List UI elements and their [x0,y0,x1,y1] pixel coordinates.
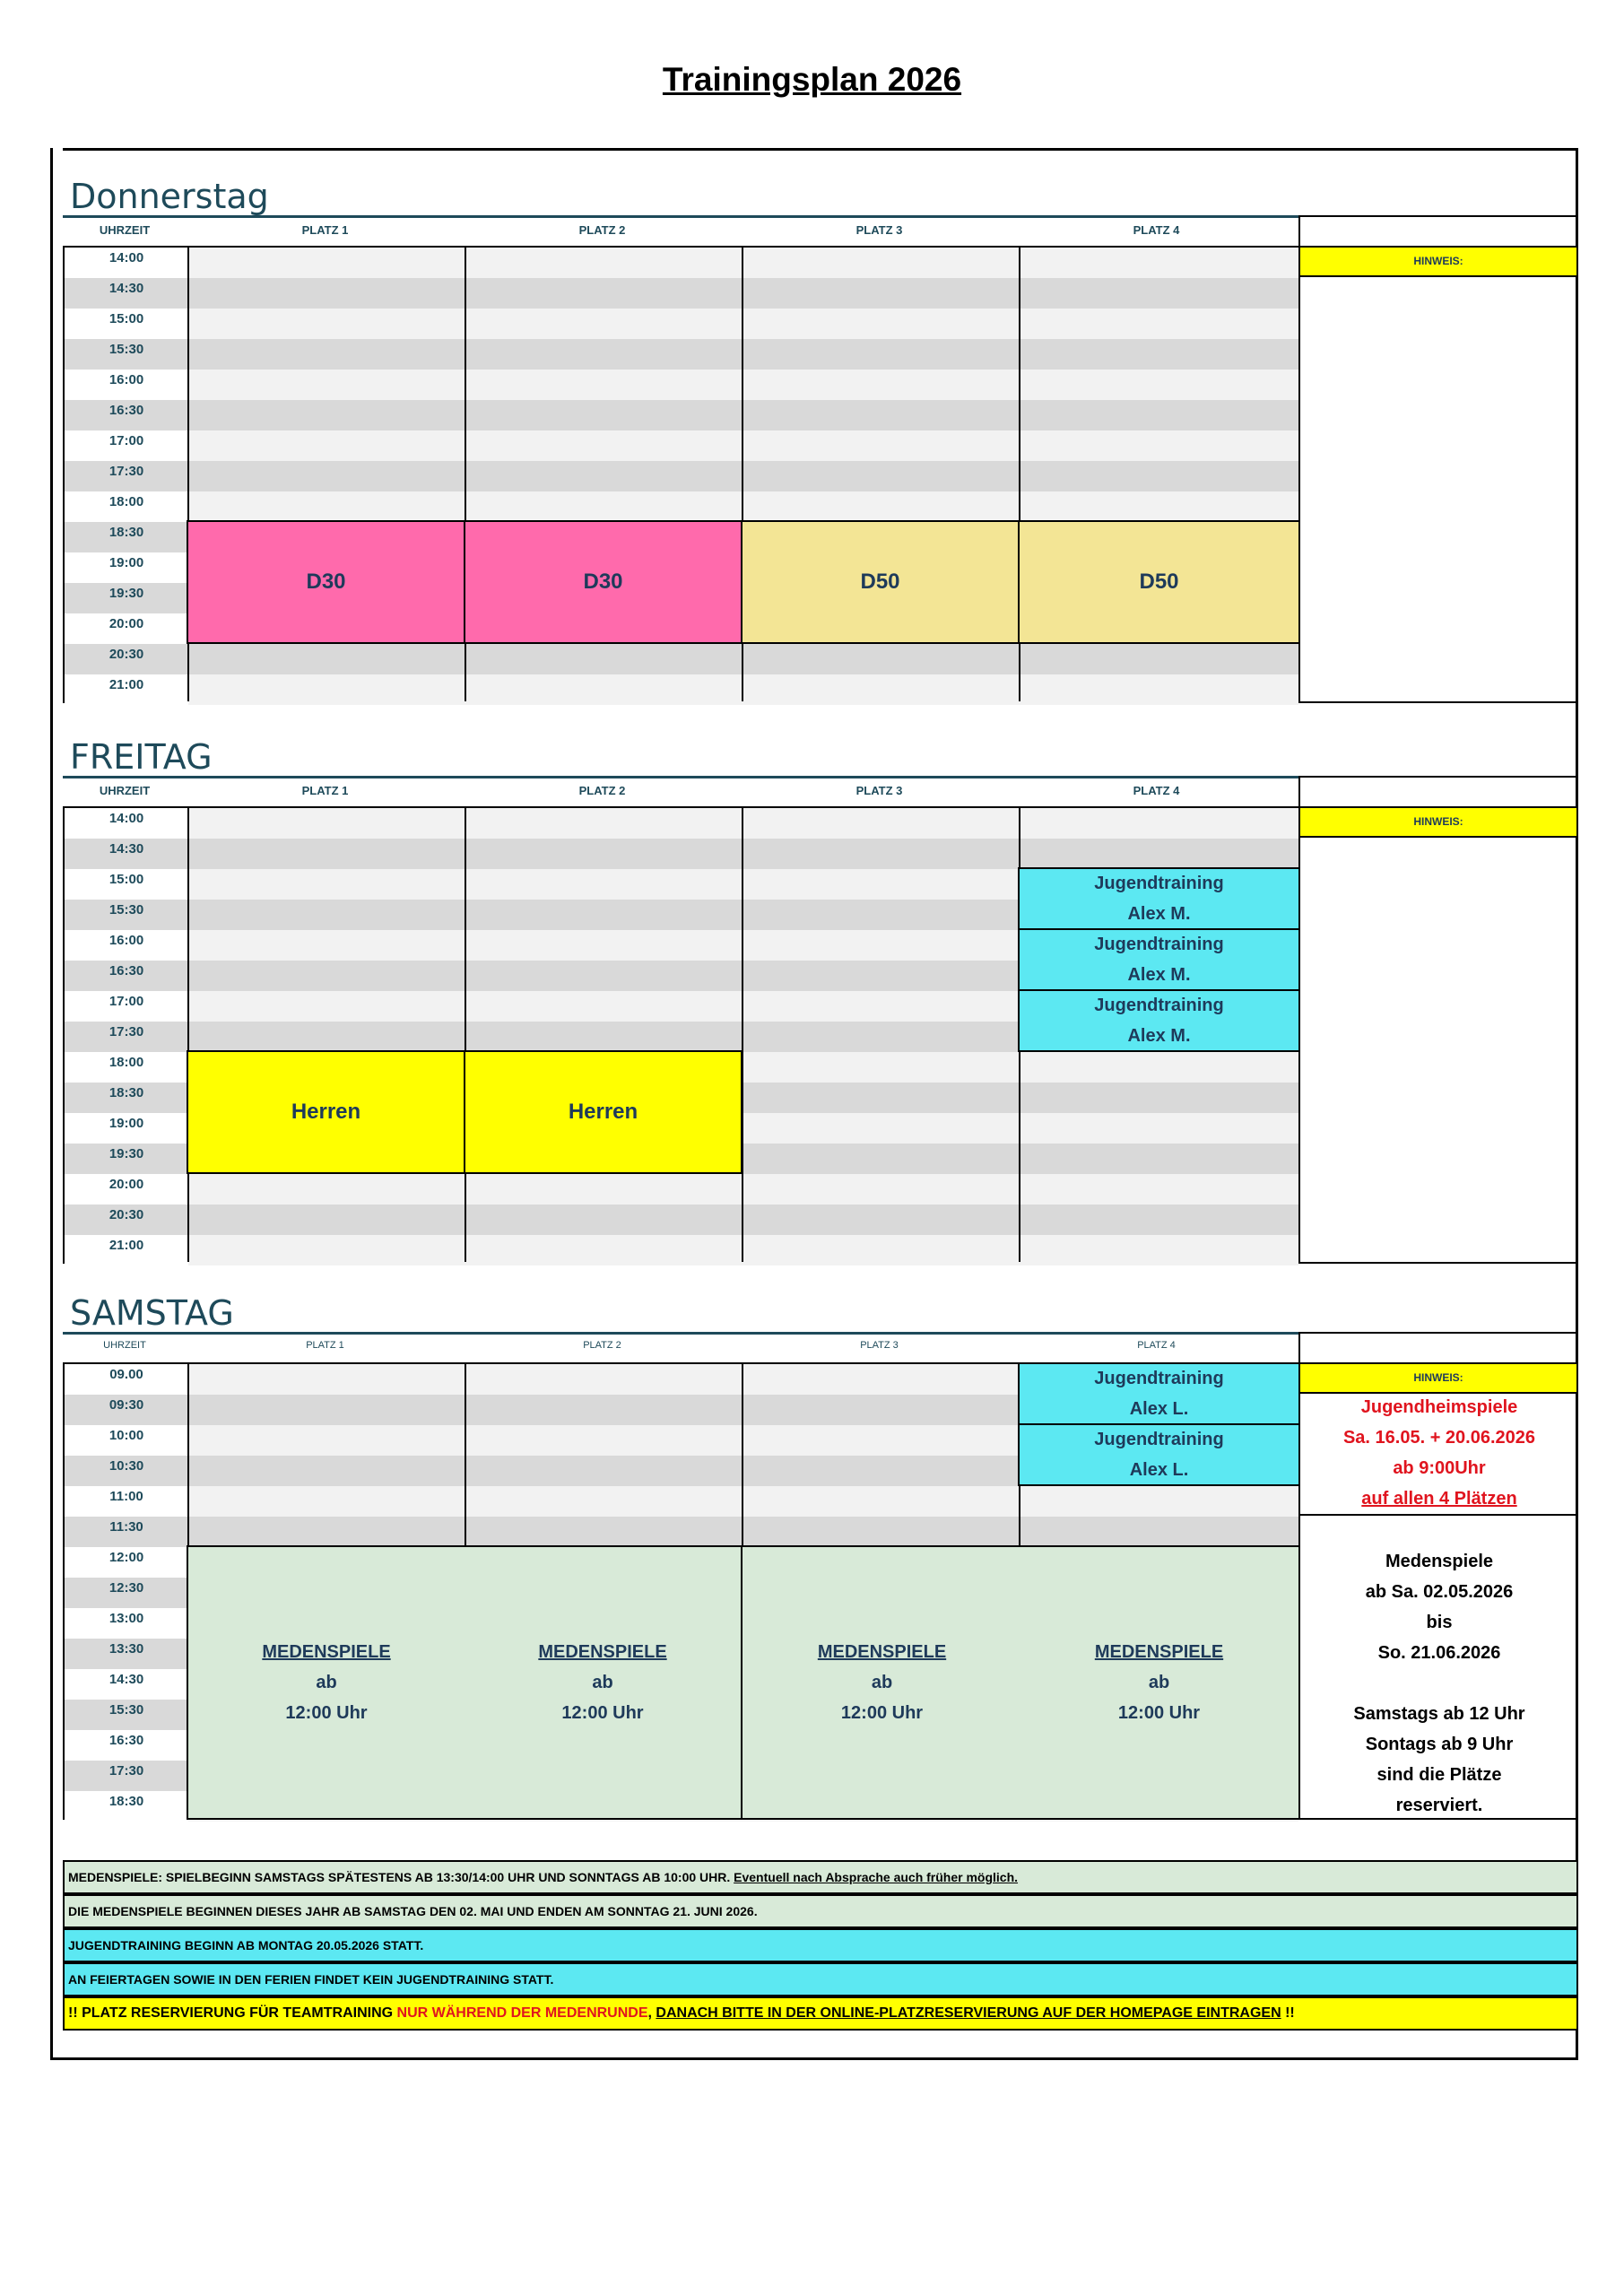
header-line [63,1332,1300,1335]
time-cell: 13:00 [65,1608,188,1639]
jt-label: Jugendtraining [1094,1430,1224,1449]
time-cell: 19:30 [65,1144,188,1174]
time-cell: 16:00 [65,370,188,400]
jt-label: Jugendtraining [1094,874,1224,893]
header-uhrzeit: UHRZEIT [99,784,151,797]
med-cell [465,1637,741,1728]
note-line: Medenspiele [1385,1552,1494,1571]
time-cell: 10:00 [65,1425,188,1456]
time-cell: 17:30 [65,1761,188,1791]
grid-row [188,278,1298,309]
time-cell: 16:30 [65,400,188,430]
note-line: Sontags ab 9 Uhr [1365,1735,1514,1754]
block-jugendtraining-1 [1018,1362,1300,1425]
grid-row [188,1174,1298,1205]
time-cell: 14:00 [65,808,188,839]
note-line: reserviert. [1395,1796,1483,1815]
note-line: auf allen 4 Plätzen [1361,1489,1517,1509]
block-jugendtraining-2 [1018,1423,1300,1486]
column-divider [187,808,189,1262]
time-cell: 21:00 [65,674,188,705]
time-cell: 09:30 [65,1395,188,1425]
time-cell: 16:30 [65,961,188,991]
time-cell: 15:30 [65,1700,188,1730]
time-cell: 17:30 [65,461,188,491]
header-platz-2: PLATZ 2 [578,784,626,797]
hinweis-medenspiele [1298,1514,1578,1820]
med-time: 12:00 Uhr [285,1703,368,1723]
jt-trainer: Alex M. [1127,1026,1191,1046]
block-medenspiele-platz-1-2 [187,1545,743,1820]
jt-trainer: Alex M. [1127,904,1191,924]
time-cell: 18:30 [65,1791,188,1822]
grid-row [188,644,1298,674]
footer-text: !! [1281,2005,1295,2021]
time-cell: 15:30 [65,339,188,370]
time-cell: 17:00 [65,430,188,461]
med-label: MEDENSPIELE [1094,1642,1224,1662]
time-cell: 20:00 [65,613,188,644]
med-cell [1020,1637,1298,1728]
header-platz-4: PLATZ 4 [1137,1340,1176,1351]
note-line: sind die Plätze [1376,1765,1502,1785]
time-cell: 11:00 [65,1486,188,1517]
block-d30-platz-1: D30 [187,520,465,644]
header-platz-4: PLATZ 4 [1133,223,1180,237]
block-d50-platz-4: D50 [1018,520,1300,644]
time-cell: 18:00 [65,1052,188,1083]
time-cell: 14:30 [65,1669,188,1700]
grid-row [188,370,1298,400]
hinweis-label: HINWEIS: [1298,806,1578,838]
footer-text: Eventuell nach Absprache auch früher möglich. [734,1870,1019,1884]
header-platz-1: PLATZ 1 [301,784,349,797]
grid-row [188,839,1298,869]
grid-row [188,309,1298,339]
time-cell: 14:00 [65,248,188,278]
time-cell: 18:00 [65,491,188,522]
page-title: Trainingsplan 2026 [662,61,962,98]
time-cell: 14:30 [65,839,188,869]
column-divider [465,808,466,1262]
grid-row [188,248,1298,278]
time-cell: 18:30 [65,1083,188,1113]
time-cell: 16:30 [65,1730,188,1761]
block-jugendtraining-3 [1018,989,1300,1052]
grid-row [188,674,1298,705]
med-cell [743,1637,1020,1728]
footer-medenspiele-zeitraum: DIE MEDENSPIELE BEGINNEN DIESES JAHR AB SAMSTAG DEN 02. MAI UND ENDEN AM SONNTAG 21. JUNI 2026. [63,1894,1578,1928]
time-cell: 17:30 [65,1022,188,1052]
note-spacer [1300,1668,1578,1699]
grid-row [188,808,1298,839]
header-platz-3: PLATZ 3 [855,784,903,797]
side-box-left [1298,776,1300,808]
footer-feiertage: AN FEIERTAGEN SOWIE IN DEN FERIEN FINDET KEIN JUGENDTRAINING STATT. [63,1962,1578,1996]
hinweis-box [1298,275,1578,703]
footer-text: NUR WÄHREND DER MEDENRUNDE [396,2005,648,2021]
section-donnerstag [63,175,1578,713]
footer-text: DANACH BITTE IN DER ONLINE-PLATZRESERVIERUNG AUF DER HOMEPAGE EINTRAGEN [656,2005,1281,2021]
time-cell: 11:30 [65,1517,188,1547]
header-platz-1: PLATZ 1 [306,1340,344,1351]
time-cell: 13:30 [65,1639,188,1669]
med-time: 12:00 Uhr [1117,1703,1201,1723]
frame-top-line [63,148,1578,151]
time-cell: 18:30 [65,522,188,552]
jt-label: Jugendtraining [1094,1369,1224,1388]
time-cell: 09.00 [65,1364,188,1395]
jt-trainer: Alex L. [1129,1399,1189,1419]
grid-row [188,1205,1298,1235]
time-cell: 19:00 [65,1113,188,1144]
med-label: MEDENSPIELE [817,1642,947,1662]
time-cell: 19:30 [65,583,188,613]
med-ab: ab [592,1673,613,1692]
time-cell: 17:00 [65,991,188,1022]
block-jugendtraining-1 [1018,867,1300,930]
note-line: Samstags ab 12 Uhr [1353,1704,1525,1724]
footer-text: , [647,2005,656,2021]
footer-jugendtraining-beginn: JUGENDTRAINING BEGINN AB MONTAG 20.05.2026 STATT. [63,1928,1578,1962]
med-cell [188,1637,465,1728]
jt-label: Jugendtraining [1094,996,1224,1015]
jt-trainer: Alex M. [1127,965,1191,985]
time-cell: 19:00 [65,552,188,583]
time-cell: 21:00 [65,1235,188,1265]
grid-row [188,1517,1298,1547]
med-label: MEDENSPIELE [538,1642,667,1662]
grid-row [188,491,1298,522]
note-line: bis [1426,1613,1453,1632]
hinweis-jugendheimspiele [1298,1392,1578,1516]
time-cell: 20:00 [65,1174,188,1205]
section-samstag [63,1292,1578,1830]
footer-medenspiele-beginn [63,1860,1578,1894]
time-cell: 15:00 [65,309,188,339]
time-cell: 20:30 [65,1205,188,1235]
note-line: Jugendheimspiele [1360,1397,1518,1417]
footer-text: !! PLATZ RESERVIERUNG FÜR TEAMTRAINING [68,2005,397,2021]
header-platz-2: PLATZ 2 [578,223,626,237]
block-d50-platz-3: D50 [741,520,1020,644]
block-herren-platz-1: Herren [187,1050,465,1174]
time-cell: 12:30 [65,1578,188,1608]
time-cell: 16:00 [65,930,188,961]
footer-platzreservierung [63,1996,1578,2031]
hinweis-box [1298,836,1578,1264]
side-box-top [1298,215,1578,217]
day-title: Donnerstag [70,177,269,216]
grid-row [188,1235,1298,1265]
header-line [63,776,1300,778]
grid-row [188,400,1298,430]
header-line [63,215,1300,218]
time-cell: 20:30 [65,644,188,674]
note-line: ab Sa. 02.05.2026 [1365,1582,1514,1602]
med-label: MEDENSPIELE [262,1642,391,1662]
block-medenspiele-platz-3-4 [741,1545,1300,1820]
header-platz-4: PLATZ 4 [1133,784,1180,797]
time-cell: 10:30 [65,1456,188,1486]
header-platz-3: PLATZ 3 [860,1340,899,1351]
note-line: ab 9:00Uhr [1393,1458,1486,1478]
med-ab: ab [1148,1673,1170,1692]
block-jugendtraining-2 [1018,928,1300,991]
hinweis-label: HINWEIS: [1298,1362,1578,1394]
grid-row [188,1486,1298,1517]
day-title: FREITAG [70,737,213,777]
grid-row [188,430,1298,461]
side-box-top [1298,1332,1578,1334]
jt-trainer: Alex L. [1129,1460,1189,1480]
header-platz-2: PLATZ 2 [583,1340,621,1351]
side-box-left [1298,215,1300,248]
header-uhrzeit: UHRZEIT [103,1340,146,1351]
note-line: Sa. 16.05. + 20.06.2026 [1342,1428,1536,1448]
footer-text: MEDENSPIELE: SPIELBEGINN SAMSTAGS SPÄTESTENS AB 13:30/14:00 UHR UND SONNTAGS AB 10:00 UHR. [68,1870,734,1884]
jt-label: Jugendtraining [1094,935,1224,954]
header-platz-3: PLATZ 3 [855,223,903,237]
time-cell: 15:00 [65,869,188,900]
side-box-top [1298,776,1578,778]
block-herren-platz-2: Herren [464,1050,743,1174]
time-cell: 15:30 [65,900,188,930]
hinweis-label: HINWEIS: [1298,246,1578,277]
med-ab: ab [871,1673,893,1692]
section-freitag [63,735,1578,1274]
header-uhrzeit: UHRZEIT [99,223,151,237]
med-ab: ab [316,1673,337,1692]
time-cell: 14:30 [65,278,188,309]
grid-row [188,461,1298,491]
grid-row [188,339,1298,370]
med-time: 12:00 Uhr [561,1703,644,1723]
block-d30-platz-2: D30 [464,520,743,644]
note-line: So. 21.06.2026 [1377,1643,1501,1663]
time-cell: 12:00 [65,1547,188,1578]
side-box-left [1298,1332,1300,1364]
column-divider [742,808,743,1262]
header-platz-1: PLATZ 1 [301,223,349,237]
med-time: 12:00 Uhr [840,1703,924,1723]
day-title: SAMSTAG [70,1293,234,1333]
